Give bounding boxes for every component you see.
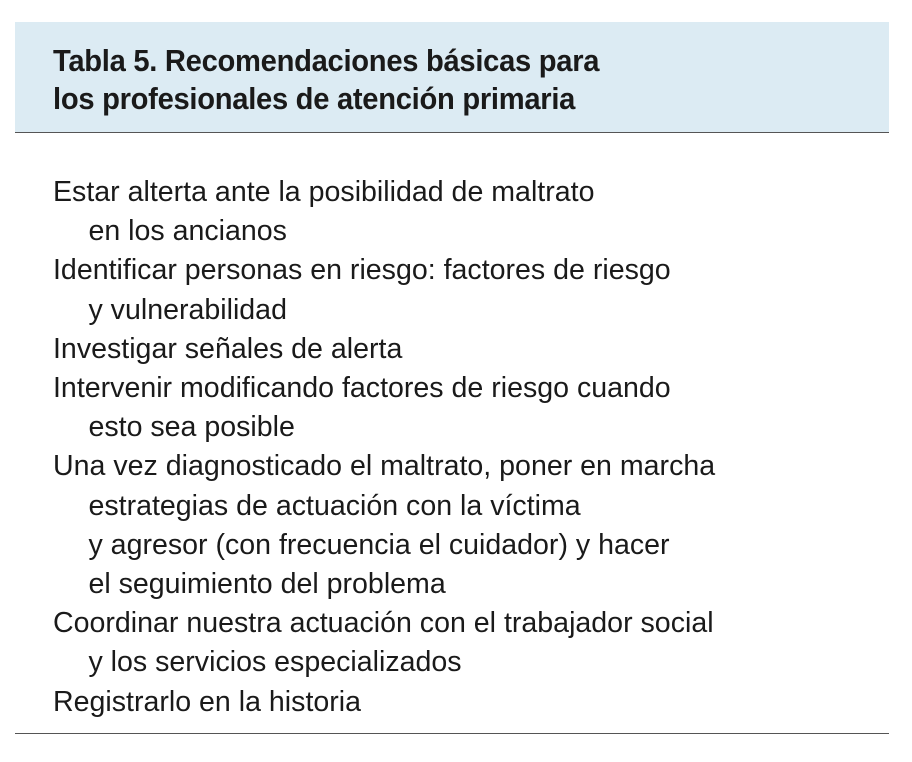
recommendation-item <box>53 683 889 722</box>
recommendation-line-continuation: y agresor (con frecuencia el cuidador) y hacer <box>88 528 670 561</box>
recommendation-line-continuation: el seguimiento del problema <box>88 568 446 601</box>
recommendation-item <box>53 447 889 604</box>
recommendation-line: Identificar personas en riesgo: factores de riesgo <box>53 254 671 287</box>
recommendation-line-continuation: en los ancianos <box>88 215 287 248</box>
recommendation-line-continuation: y los servicios especializados <box>88 646 462 679</box>
recommendation-line: Investigar señales de alerta <box>53 332 403 365</box>
recommendation-item <box>53 604 889 682</box>
recommendation-item <box>53 251 889 329</box>
recommendation-line: Estar alterta ante la posibilidad de maltrato <box>53 176 595 208</box>
table-title-line-1: Tabla 5. Recomendaciones básicas para <box>53 43 600 78</box>
table-header <box>15 22 889 133</box>
recommendation-line: Coordinar nuestra actuación con el trabajador social <box>53 607 714 640</box>
recommendation-line: Intervenir modificando factores de riesgo cuando <box>53 372 671 405</box>
recommendation-line-continuation: esto sea posible <box>88 411 295 444</box>
recommendation-line: Una vez diagnosticado el maltrato, poner en marcha <box>53 450 716 483</box>
recommendation-line-continuation: y vulnerabilidad <box>88 293 287 326</box>
recommendations-table <box>15 22 889 734</box>
recommendation-line: Registrarlo en la historia <box>53 685 362 718</box>
recommendation-item <box>53 173 889 251</box>
recommendation-item <box>53 330 889 369</box>
recommendation-line-continuation: estrategias de actuación con la víctima <box>88 489 581 522</box>
table-body <box>15 133 889 734</box>
table-title-line-2: los profesionales de atención primaria <box>53 81 576 116</box>
recommendation-item <box>53 369 889 447</box>
